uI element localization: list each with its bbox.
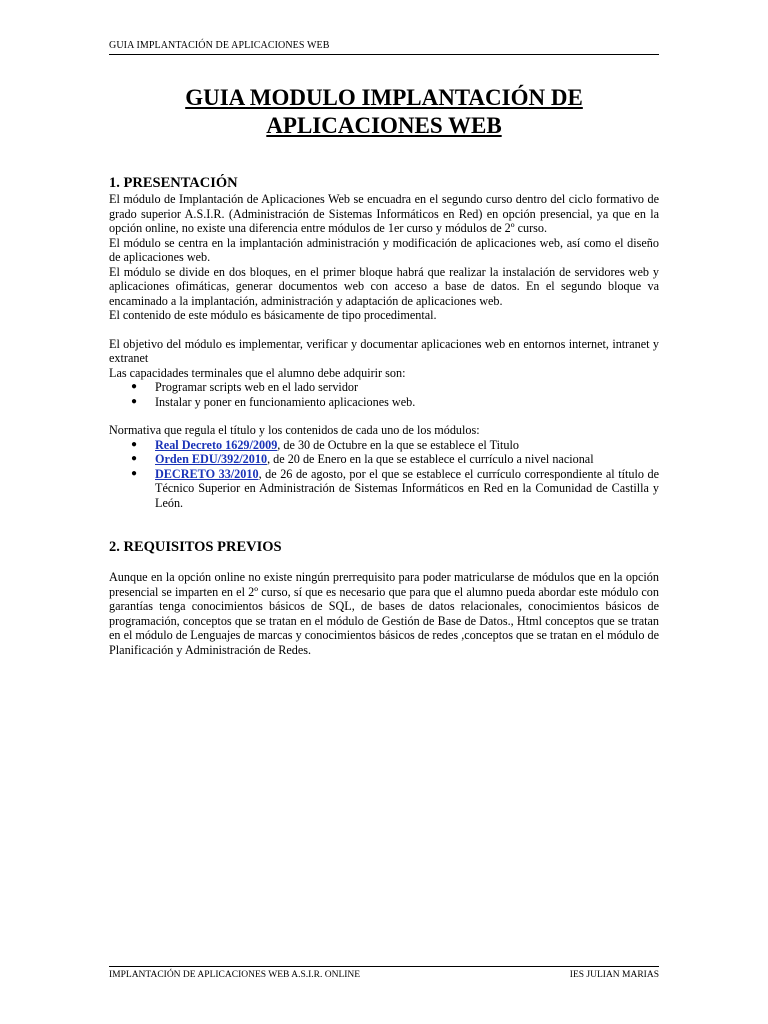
normativa-list — [109, 438, 659, 511]
normativa-intro: Normativa que regula el título y los contenidos de cada uno de los módulos: — [109, 423, 480, 437]
link-real-decreto[interactable]: Real Decreto 1629/2009 — [155, 437, 278, 452]
footer-right-text: IES JULIAN MARIAS — [569, 970, 659, 980]
list-item-text: , de 26 de agosto, por el que se establece el currículo correspondiente al título de Técnico Superior en Administración de Sistemas Informáticos en Red en la Comunidad de Castilla y León. — [155, 466, 660, 510]
capacidades-list — [109, 380, 659, 409]
list-item-text: Instalar y poner en funcionamiento aplicaciones web. — [155, 394, 416, 409]
list-item — [109, 380, 659, 395]
running-footer — [109, 966, 659, 980]
footer-left-text: IMPLANTACIÓN DE APLICACIONES WEB A.S.I.R. ONLINE — [109, 970, 361, 980]
section-heading-requisitos: 2. REQUISITOS PREVIOS — [109, 539, 282, 555]
paragraph: El módulo se centra en la implantación administración y modificación de aplicaciones web, así como el diseño de aplicaciones web. — [109, 235, 659, 264]
link-orden-edu[interactable]: Orden EDU/392/2010 — [155, 452, 268, 466]
list-item — [109, 395, 659, 410]
list-item-text: Programar scripts web en el lado servidor — [155, 380, 359, 394]
bullet-icon: ● — [131, 467, 138, 479]
list-item — [109, 452, 659, 467]
bullet-icon: ● — [131, 395, 138, 407]
list-item — [109, 467, 659, 511]
link-decreto[interactable]: DECRETO 33/2010 — [155, 466, 259, 481]
paragraph: El módulo se divide en dos bloques, en el primer bloque habrá que realizar la instalación de servidores web y aplicaciones ofimáticas, generar documentos web con acceso a base de datos. En el segundo bloque va encaminado a la implantación, administración y adaptación de aplicaciones web. — [109, 264, 659, 308]
capacidades-intro: Las capacidades terminales que el alumno debe adquirir son: — [109, 365, 406, 380]
document-body — [109, 174, 659, 657]
running-header — [109, 40, 659, 55]
document-title — [109, 84, 659, 140]
title-line-2: APLICACIONES WEB — [266, 113, 502, 138]
list-item — [109, 438, 659, 453]
bullet-icon: ● — [131, 381, 138, 392]
title-line-1: GUIA MODULO IMPLANTACIÓN DE — [185, 85, 583, 110]
running-header-text: GUIA IMPLANTACIÓN DE APLICACIONES WEB — [109, 40, 330, 51]
paragraph: El objetivo del módulo es implementar, verificar y documentar aplicaciones web en entornos internet, intranet y extranet — [109, 336, 659, 365]
section-heading-presentacion: 1. PRESENTACIÓN — [109, 175, 238, 191]
list-item-text: , de 20 de Enero en la que se establece el currículo a nivel nacional — [267, 452, 594, 466]
bullet-icon: ● — [131, 438, 138, 450]
paragraph: Aunque en la opción online no existe ningún prerrequisito para poder matricularse de módulos que en la opción presencial se imparten en el 2º curso, sí que es necesario que para que el alumno pueda abordar este módulo con garantías tenga conocimientos básicos de SQL, de bases de datos relacionales, conocimientos básicos de programación, conceptos que se tratan en el módulo de Gestión de Base de Datos., Html conceptos que se tratan en el módulo de Lenguajes de marcas y conocimientos básicos de redes ,conceptos que se tratan en el módulo de Planificación y Administración de Redes. — [109, 570, 659, 657]
list-item-text: , de 30 de Octubre en la que se establece el Titulo — [277, 437, 519, 452]
bullet-icon: ● — [131, 453, 138, 464]
paragraph: El contenido de este módulo es básicamente de tipo procedimental. — [109, 308, 437, 322]
paragraph: El módulo de Implantación de Aplicaciones Web se encuadra en el segundo curso dentro del ciclo formativo de grado superior A.S.I.R. (Administración de Sistemas Informáticos en Red) en opción presencial, ya que en la opción online, no existe una diferencia entre módulos de 1er curso y módulos de 2º curso. — [109, 192, 659, 235]
